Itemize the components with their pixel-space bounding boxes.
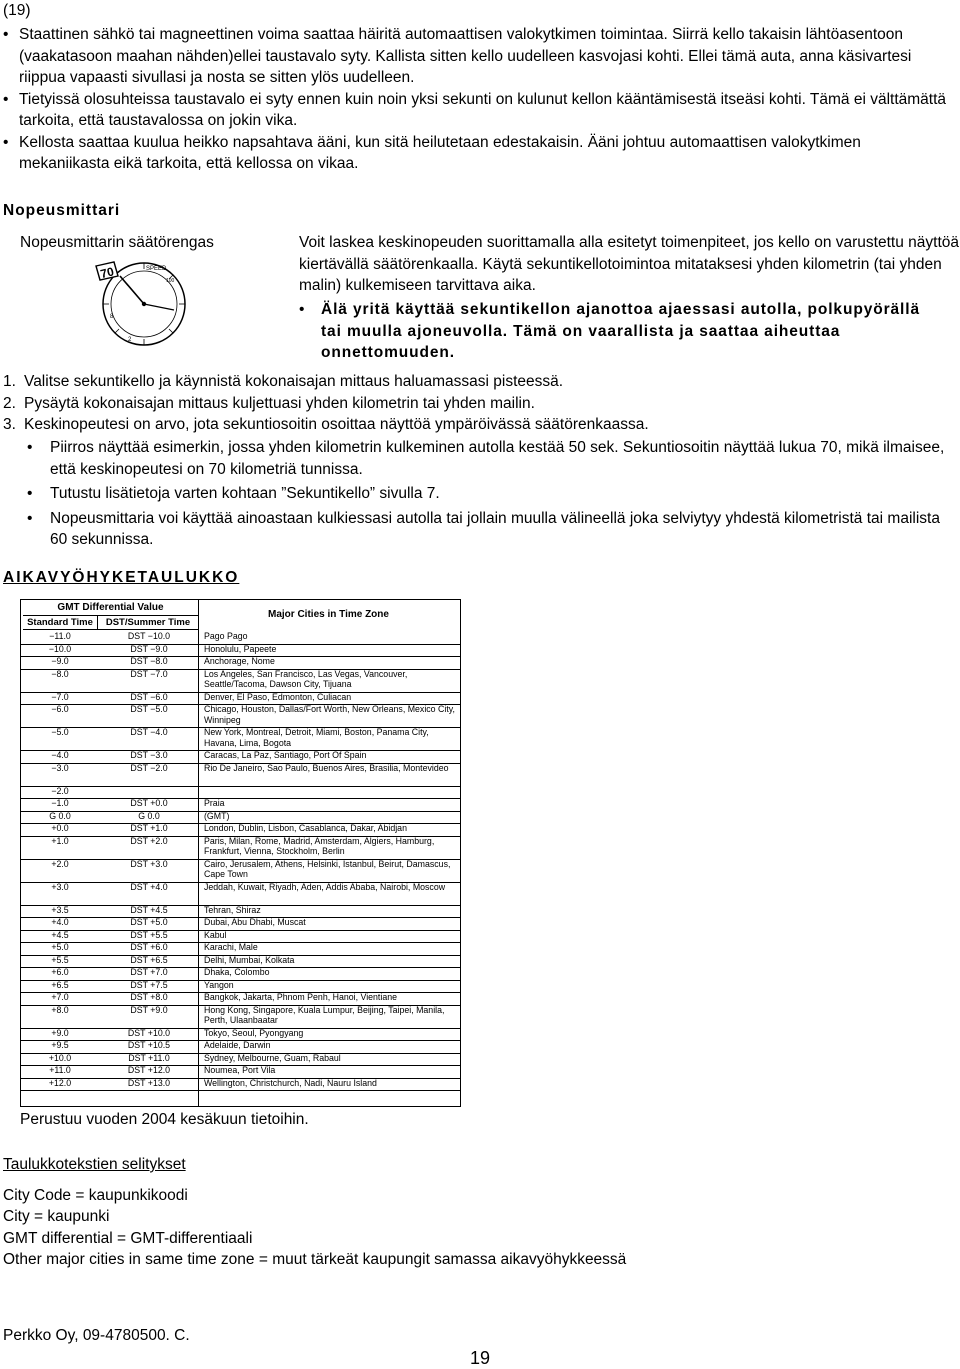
cell-summer-time: DST +10.5: [127, 1040, 171, 1050]
subheading-adjust-ring: Nopeusmittarin säätörengas: [20, 234, 214, 251]
warning-text: Älä yritä käyttää sekuntikellon ajanottoa ajaessasi autolla, polkupyörällä tai muulla ajoneuvolla. Tämä on vaarallista ja saattaa aiheuttaa onnettomuuden.: [321, 301, 920, 361]
cell-cities: Rio De Janeiro, Sao Paulo, Buenos Aires, Brasilia, Montevideo: [204, 762, 449, 773]
cell-cities: Kabul: [204, 929, 227, 940]
intro-bullet: • Kellosta saattaa kuulua heikko napsahtava ääni, kun sitä heilutetaan edestakaisin. Ääni johtuu automaattisen valokytkimen mekaniikasta eikä tarkoita, että kellossa on vikaa.: [3, 132, 949, 175]
cell-standard-time: +12.0: [48, 1077, 72, 1088]
sub-bullet: • Nopeusmittaria voi käyttää ainoastaan kulkiessasi autolla tai jollain muulla välineellä joka selviytyy yhdestä kilometristä tai mailista 60 sekunnissa.: [27, 508, 955, 551]
cell-summer-time: DST −8.0: [130, 656, 168, 666]
cell-standard-time: −4.0: [51, 750, 69, 760]
cell-standard-time: +4.5: [51, 929, 69, 940]
cell-summer-time: DST +2.0: [130, 835, 168, 846]
header-major-cities: Major Cities in Time Zone: [268, 609, 389, 620]
cell-cities: New York, Montreal, Detroit, Miami, Boston, Panama City, Havana, Lima, Bogota: [204, 727, 429, 748]
cell-standard-time: −7.0: [51, 691, 69, 702]
cell-standard-time: +5.5: [51, 954, 69, 965]
step-text: Pysäytä kokonaisajan mittaus kuljettuasi yhden kilometrin tai yhden mailin.: [24, 394, 535, 412]
cell-cities: Bangkok, Jakarta, Phnom Penh, Hanoi, Vientiane: [204, 992, 398, 1002]
cell-cities: Yangon: [204, 979, 234, 990]
cell-cities: Caracas, La Paz, Santiago, Port Of Spain: [204, 750, 367, 760]
table-row: [21, 750, 460, 764]
cell-cities: Delhi, Mumbai, Kolkata: [204, 954, 295, 965]
cell-summer-time: DST +0.0: [130, 798, 168, 808]
cell-cities: Dubai, Abu Dhabi, Muscat: [204, 917, 306, 927]
cell-standard-time: G 0.0: [49, 810, 71, 821]
source-note: Perustuu vuoden 2004 kesäkuun tietoihin.: [20, 1111, 309, 1128]
cell-cities: Karachi, Male: [204, 942, 258, 952]
legend-line: GMT differential = GMT-differentiaali: [3, 1229, 253, 1247]
sub-bullet: • Tutustu lisätietoja varten kohtaan ”Sekuntikello” sivulla 7.: [27, 483, 950, 505]
cell-standard-time: +6.0: [51, 967, 69, 977]
cell-summer-time: DST +5.0: [130, 917, 168, 927]
cell-standard-time: +3.5: [51, 904, 69, 915]
cell-summer-time: DST +3.0: [130, 858, 168, 869]
step-text: Keskinopeutesi on arvo, jota sekuntiosoitin osoittaa näyttöä ympäröivässä säätörenkaassa.: [24, 416, 649, 433]
cell-cities: Cairo, Jerusalem, Athens, Helsinki, Istanbul, Beirut, Damascus, Cape Town: [204, 858, 451, 879]
table-row: [21, 967, 460, 981]
table-row: [21, 704, 460, 728]
cell-summer-time: DST +6.5: [130, 954, 168, 965]
cell-summer-time: G 0.0: [138, 810, 160, 821]
cell-standard-time: −10.0: [48, 643, 72, 654]
table-row: [21, 836, 460, 860]
cell-standard-time: −3.0: [51, 762, 69, 773]
cell-standard-time: −11.0: [49, 631, 71, 641]
table-row: [21, 859, 460, 883]
table-row: [21, 798, 460, 812]
sub-bullet: • Piirros näyttää esimerkin, jossa yhden kilometrin kulkeminen autolla kestää 50 sek. Sekuntiosoitin näyttää lukua 70, mikä ilmaisee, että keskinopeutesi on 70 kilometriä tunnissa.: [27, 437, 950, 480]
header-standard-time: Standard Time: [23, 616, 98, 630]
cell-summer-time: DST −9.0: [130, 643, 168, 654]
page-number: 19: [470, 1348, 491, 1368]
cell-summer-time: DST +4.5: [130, 904, 168, 915]
table-row: [21, 1078, 460, 1092]
svg-text:2: 2: [128, 337, 132, 343]
cell-summer-time: DST −7.0: [130, 668, 168, 679]
table-row: [21, 823, 460, 837]
table-row: [21, 1028, 460, 1042]
cell-cities: Hong Kong, Singapore, Kuala Lumpur, Beijing, Taipei, Manila, Perth, Ulaanbaatar: [204, 1004, 445, 1025]
cell-standard-time: +9.0: [51, 1027, 69, 1038]
cell-cities: Honolulu, Papeete: [204, 643, 277, 654]
cell-summer-time: DST +7.5: [130, 979, 168, 990]
cell-standard-time: +6.5: [51, 979, 69, 990]
cell-cities: Praia: [204, 798, 225, 808]
cell-cities: Wellington, Christchurch, Nadi, Nauru Island: [204, 1077, 377, 1088]
cell-standard-time: +8.0: [51, 1004, 69, 1015]
table-row: [21, 631, 460, 645]
cell-standard-time: −6.0: [51, 704, 69, 714]
cell-standard-time: +10.0: [48, 1052, 72, 1063]
cell-standard-time: −9.0: [51, 656, 69, 666]
table-row: [21, 1065, 460, 1079]
svg-text:SPEED: SPEED: [146, 266, 167, 272]
cell-summer-time: DST +5.5: [130, 929, 168, 940]
table-row: [21, 656, 460, 670]
cell-cities: London, Dublin, Lisbon, Casablanca, Dakar, Abidjan: [204, 823, 407, 833]
cell-summer-time: DST +7.0: [130, 967, 168, 977]
table-row: [21, 763, 460, 787]
cell-standard-time: +3.0: [51, 881, 69, 892]
table-row: [21, 669, 460, 693]
cell-standard-time: +0.0: [51, 823, 69, 833]
table-row: [21, 955, 460, 969]
cell-summer-time: DST −3.0: [130, 750, 168, 760]
cell-standard-time: +9.5: [51, 1040, 69, 1050]
page-marker: (19): [3, 2, 31, 19]
legend-line: City Code = kaupunkikoodi: [3, 1186, 188, 1204]
section-heading-timezone: AIKAVYÖHYKETAULUKKO: [3, 569, 240, 586]
dial-svg: [86, 256, 196, 348]
intro-bullet: • Tietyissä olosuhteissa taustavalo ei syty ennen kuin noin yksi sekunti on kulunut kellon kääntämisestä itseäsi kohti. Tämä ei välttämättä tarkoita, että taustavalossa on jokin vika.: [3, 89, 954, 132]
footer-company: Perkko Oy, 09-4780500. C.: [3, 1327, 190, 1344]
cell-summer-time: DST +6.0: [130, 942, 168, 952]
table-row: [21, 930, 460, 944]
speedometer-sub-bullets: [27, 437, 960, 551]
cell-summer-time: DST +9.0: [130, 1004, 168, 1015]
table-row: [21, 905, 460, 919]
cell-summer-time: DST +13.0: [127, 1077, 171, 1088]
table-row: [21, 727, 460, 751]
timezone-table: [20, 599, 461, 1107]
cell-standard-time: +2.0: [51, 858, 69, 869]
cell-summer-time: DST +11.0: [128, 1052, 170, 1063]
table-row: [21, 992, 460, 1006]
table-row: [21, 811, 460, 825]
step-number: 3.: [3, 416, 16, 433]
cell-summer-time: DST −2.0: [130, 762, 168, 773]
table-row: [21, 644, 460, 658]
cell-standard-time: −1.0: [51, 798, 69, 808]
dial-value: 70: [98, 264, 116, 282]
cell-standard-time: +1.0: [51, 835, 69, 846]
section-heading-speedometer: Nopeusmittari: [3, 202, 121, 219]
legend-line: Other major cities in same time zone = muut tärkeät kaupungit samassa aikavyöhykkeessä: [3, 1251, 627, 1268]
cell-cities: Dhaka, Colombo: [204, 967, 270, 977]
cell-summer-time: DST +4.0: [130, 881, 168, 892]
cell-summer-time: DST −6.0: [130, 691, 168, 702]
cell-cities: Tokyo, Seoul, Pyongyang: [204, 1027, 304, 1038]
cell-summer-time: DST +1.0: [130, 823, 168, 833]
table-row: [21, 1053, 460, 1067]
step-item: [3, 371, 958, 393]
step-number: 2.: [3, 394, 16, 412]
cell-summer-time: DST −5.0: [130, 704, 168, 714]
cell-summer-time: DST +12.0: [127, 1065, 171, 1075]
legend-block: [3, 1154, 626, 1271]
warning-bullet: •: [299, 301, 305, 318]
svg-text:8: 8: [110, 314, 114, 320]
cell-cities: Anchorage, Nome: [204, 656, 275, 666]
cell-standard-time: +7.0: [51, 992, 69, 1002]
cell-cities: Jeddah, Kuwait, Riyadh, Aden, Addis Ababa, Nairobi, Moscow: [204, 881, 446, 892]
step-text: Valitse sekuntikello ja käynnistä kokonaisajan mittaus haluamassasi pisteessä.: [24, 373, 564, 390]
cell-cities: Pago Pago: [204, 631, 248, 641]
cell-summer-time: DST +8.0: [130, 992, 168, 1002]
cell-cities: Noumea, Port Vila: [204, 1065, 276, 1075]
cell-standard-time: −8.0: [51, 668, 69, 679]
table-row: [21, 882, 460, 906]
intro-bullet-list: [3, 24, 953, 175]
step-item: [3, 393, 958, 415]
cell-standard-time: −5.0: [51, 727, 69, 737]
table-row: [21, 942, 460, 956]
cell-standard-time: −2.0: [51, 785, 69, 796]
step-number: 1.: [3, 373, 16, 390]
table-row: [21, 980, 460, 994]
legend-heading: Taulukkotekstien selitykset: [3, 1156, 186, 1173]
cell-cities: Tehran, Shiraz: [204, 904, 261, 915]
step-item: [3, 414, 958, 436]
legend-line: City = kaupunki: [3, 1208, 110, 1225]
intro-bullet: • Staattinen sähkö tai magneettinen voima saattaa häiritä automaattisen valokytkimen toimintaa. Siirrä kello takaisin lähtöasentoon (vaakatasoon maahan nähden)ellei taustavalo syty. Kallista sitten kello uudelleen kasvojasi kohti. Ellei tämä auta, anna käsivartesi riippua vapaasti sivullasi ja nosta se sitten ylös uudelleen.: [3, 24, 944, 89]
cell-cities: Chicago, Houston, Dallas/Fort Worth, New Orleans, Mexico City, Winnipeg: [204, 704, 455, 725]
table-row: [21, 692, 460, 706]
speedometer-warning: [299, 299, 924, 364]
table-row: [21, 1040, 460, 1054]
cell-standard-time: +11.0: [49, 1065, 71, 1075]
speedometer-description: Voit laskea keskinopeuden suorittamalla alla esitetyt toimenpiteet, jos kello on varustettu näyttöä kiertävällä säätörenkaalla. Käytä sekuntikellotoimintoa mitataksesi yhden kilometrin (tai yhden malin) kulkemiseen tarvittava aika.: [299, 234, 959, 294]
cell-cities: Sydney, Melbourne, Guam, Rabaul: [204, 1052, 341, 1063]
cell-cities: (GMT): [204, 810, 230, 821]
speedometer-dial-illustration: [86, 256, 196, 348]
svg-text:100: 100: [166, 278, 175, 284]
cell-summer-time: DST −10.0: [127, 631, 171, 641]
speedometer-steps: [3, 371, 958, 436]
table-row: [21, 1005, 460, 1029]
cell-cities: Denver, El Paso, Edmonton, Culiacan: [204, 691, 352, 702]
header-gmt-differential: GMT Differential Value: [23, 601, 198, 616]
header-summer-time: DST/Summer Time: [98, 616, 198, 630]
cell-summer-time: DST −4.0: [130, 727, 168, 737]
cell-cities: Adelaide, Darwin: [204, 1040, 271, 1050]
cell-standard-time: +4.0: [51, 917, 69, 927]
table-row: [21, 786, 460, 800]
cell-cities: Paris, Milan, Rome, Madrid, Amsterdam, Algiers, Hamburg, Frankfurt, Vienna, Stockholm, Berlin: [204, 835, 435, 856]
cell-summer-time: DST +10.0: [127, 1027, 171, 1038]
cell-standard-time: +5.0: [51, 942, 69, 952]
table-row: [21, 917, 460, 931]
cell-cities: Los Angeles, San Francisco, Las Vegas, Vancouver, Seattle/Tacoma, Dawson City, Tijuana: [204, 668, 408, 689]
